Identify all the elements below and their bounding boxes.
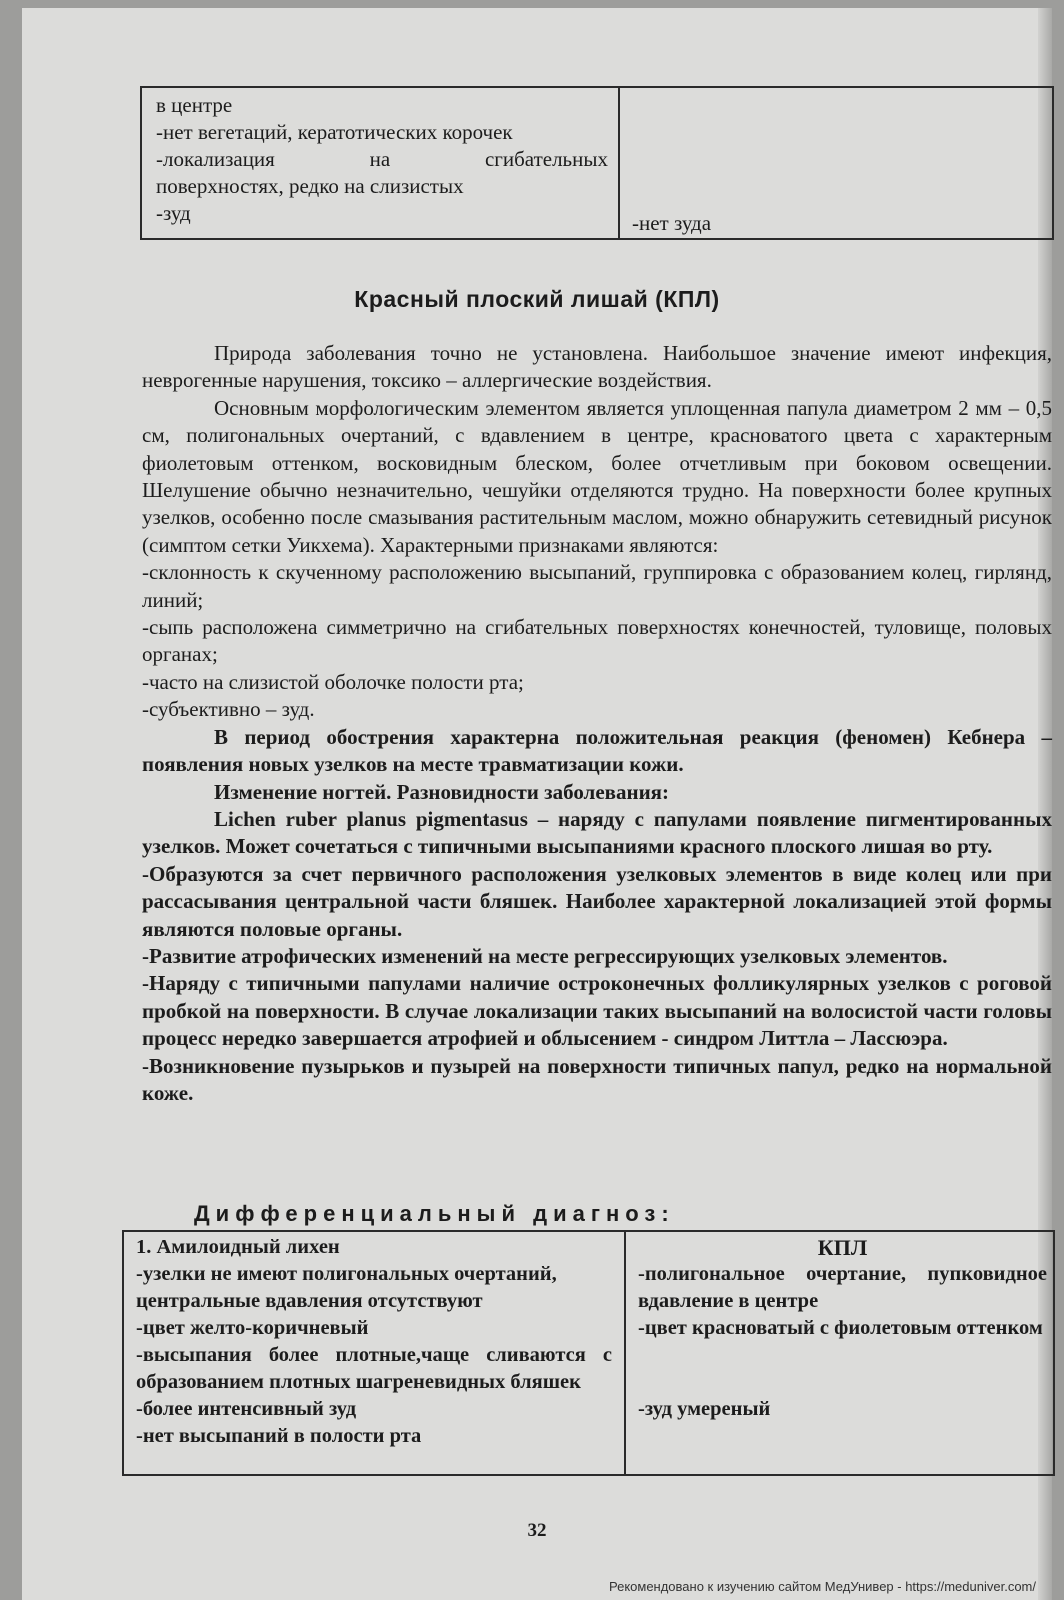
- table-line: -нет вегетаций, кератотических корочек: [156, 120, 513, 144]
- paragraph: Природа заболевания точно не установлена. Наибольшое значение имеют инфекция, неврогенные нарушения, токсико – аллергические воздействия.: [142, 341, 1052, 393]
- list-item: -сыпь расположена симметрично на сгибательных поверхностях конечностей, туловище, половых органах;: [142, 615, 1052, 667]
- table-word: -локализация: [156, 147, 275, 171]
- paragraph: Lichen ruber planus pigmentasus – наряду с папулами появление пигментированных узелков. Может сочетаться с типичными высыпаниями красного плоского лишая во рту.: [142, 806, 1052, 859]
- paragraph: Изменение ногтей. Разновидности заболевания:: [214, 779, 670, 804]
- list-item: -Наряду с типичными папулами наличие остроконечных фолликулярных узелков с роговой пробкой на поверхности. В случае локализации таких высыпаний на волосистой части головы процесс нередко завершается атрофией и облысением - синдром Литтла – Лассюэра.: [142, 971, 1052, 1051]
- dd-right-item: -зуд умереный: [638, 1398, 771, 1420]
- list-item: -Образуются за счет первичного расположения узелковых элементов в виде колец или при рассасывания центральной части бляшек. Наиболее характерной локализацией этой формы являются половые органы.: [142, 861, 1052, 941]
- paragraph: В период обострения характерна положительная реакция (феномен) Кебнера – появления новых узелков на месте травматизации кожи.: [142, 724, 1052, 777]
- footer-watermark: Рекомендовано к изучению сайтом МедУнивер - https://meduniver.com/: [608, 1579, 1036, 1594]
- list-item: -Развитие атрофических изменений на месте регрессирующих узелковых элементов.: [142, 943, 948, 968]
- table-line: -зуд: [156, 201, 191, 225]
- list-item: -часто на слизистой оболочке полости рта;: [142, 669, 524, 694]
- top-table-left-cell: [142, 88, 620, 238]
- dd-right-item: -цвет красноватый с фиолетовым оттенком: [638, 1317, 1043, 1339]
- table-line: в центре: [156, 93, 233, 117]
- list-item: -склонность к скученному расположению высыпаний, группировка с образованием колец, гирлянд, линий;: [142, 560, 1052, 612]
- table-line: -нет зуда: [632, 211, 712, 235]
- dd-right-column: [626, 1232, 1053, 1474]
- top-table-right-cell: [620, 88, 1054, 238]
- list-item: -субъективно – зуд.: [142, 697, 315, 722]
- dd-right-title: КПЛ: [817, 1235, 868, 1260]
- dd-left-item: -высыпания более плотные,чаще сливаются с образованием плотных шагреневидных бляшек: [136, 1344, 612, 1393]
- dd-left-title: 1. Амилоидный лихен: [136, 1236, 340, 1258]
- differential-diagnosis-title: Дифференциальный диагноз:: [194, 1201, 675, 1226]
- differential-diagnosis-table: [122, 1230, 1055, 1476]
- document-page: [22, 8, 1052, 1600]
- dd-left-item: -нет высыпаний в полости рта: [136, 1425, 422, 1447]
- dd-right-item: -полигональное очертание, пупковидное вдавление в центре: [638, 1263, 1047, 1312]
- list-item: -Возникновение пузырьков и пузырей на поверхности типичных папул, редко на нормальной коже.: [142, 1053, 1052, 1105]
- page-number: 32: [527, 1520, 547, 1541]
- dd-left-column: [124, 1232, 626, 1474]
- table-word: сгибательных: [484, 147, 608, 171]
- dd-left-item: -узелки не имеют полигональных очертаний, центральные вдавления отсутствуют: [136, 1263, 557, 1312]
- table-line-justified: [156, 146, 608, 173]
- dd-left-item: -цвет желто-коричневый: [136, 1317, 369, 1339]
- section-heading: Красный плоский лишай (КПЛ): [354, 286, 720, 312]
- dd-left-item: -более интенсивный зуд: [136, 1398, 357, 1420]
- table-word: на: [369, 147, 391, 171]
- body-text: [142, 340, 1052, 1107]
- table-line: поверхностях, редко на слизистых: [156, 174, 464, 198]
- top-comparison-table: [140, 86, 1054, 240]
- paragraph: Основным морфологическим элементом является уплощенная папула диаметром 2 мм – 0,5 см, полигональных очертаний, с вдавлением в центре, красноватого цвета с характерным фиолетовым оттенком, восковидным блеском, более отчетливым при боковом освещении. Шелушение обычно незначительно, чешуйки отделяются трудно. На поверхности более крупных узелков, особенно после смазывания растительным маслом, можно обнаружить сетевидный рисунок (симптом сетки Уикхема). Характерными признаками являются:: [142, 395, 1052, 557]
